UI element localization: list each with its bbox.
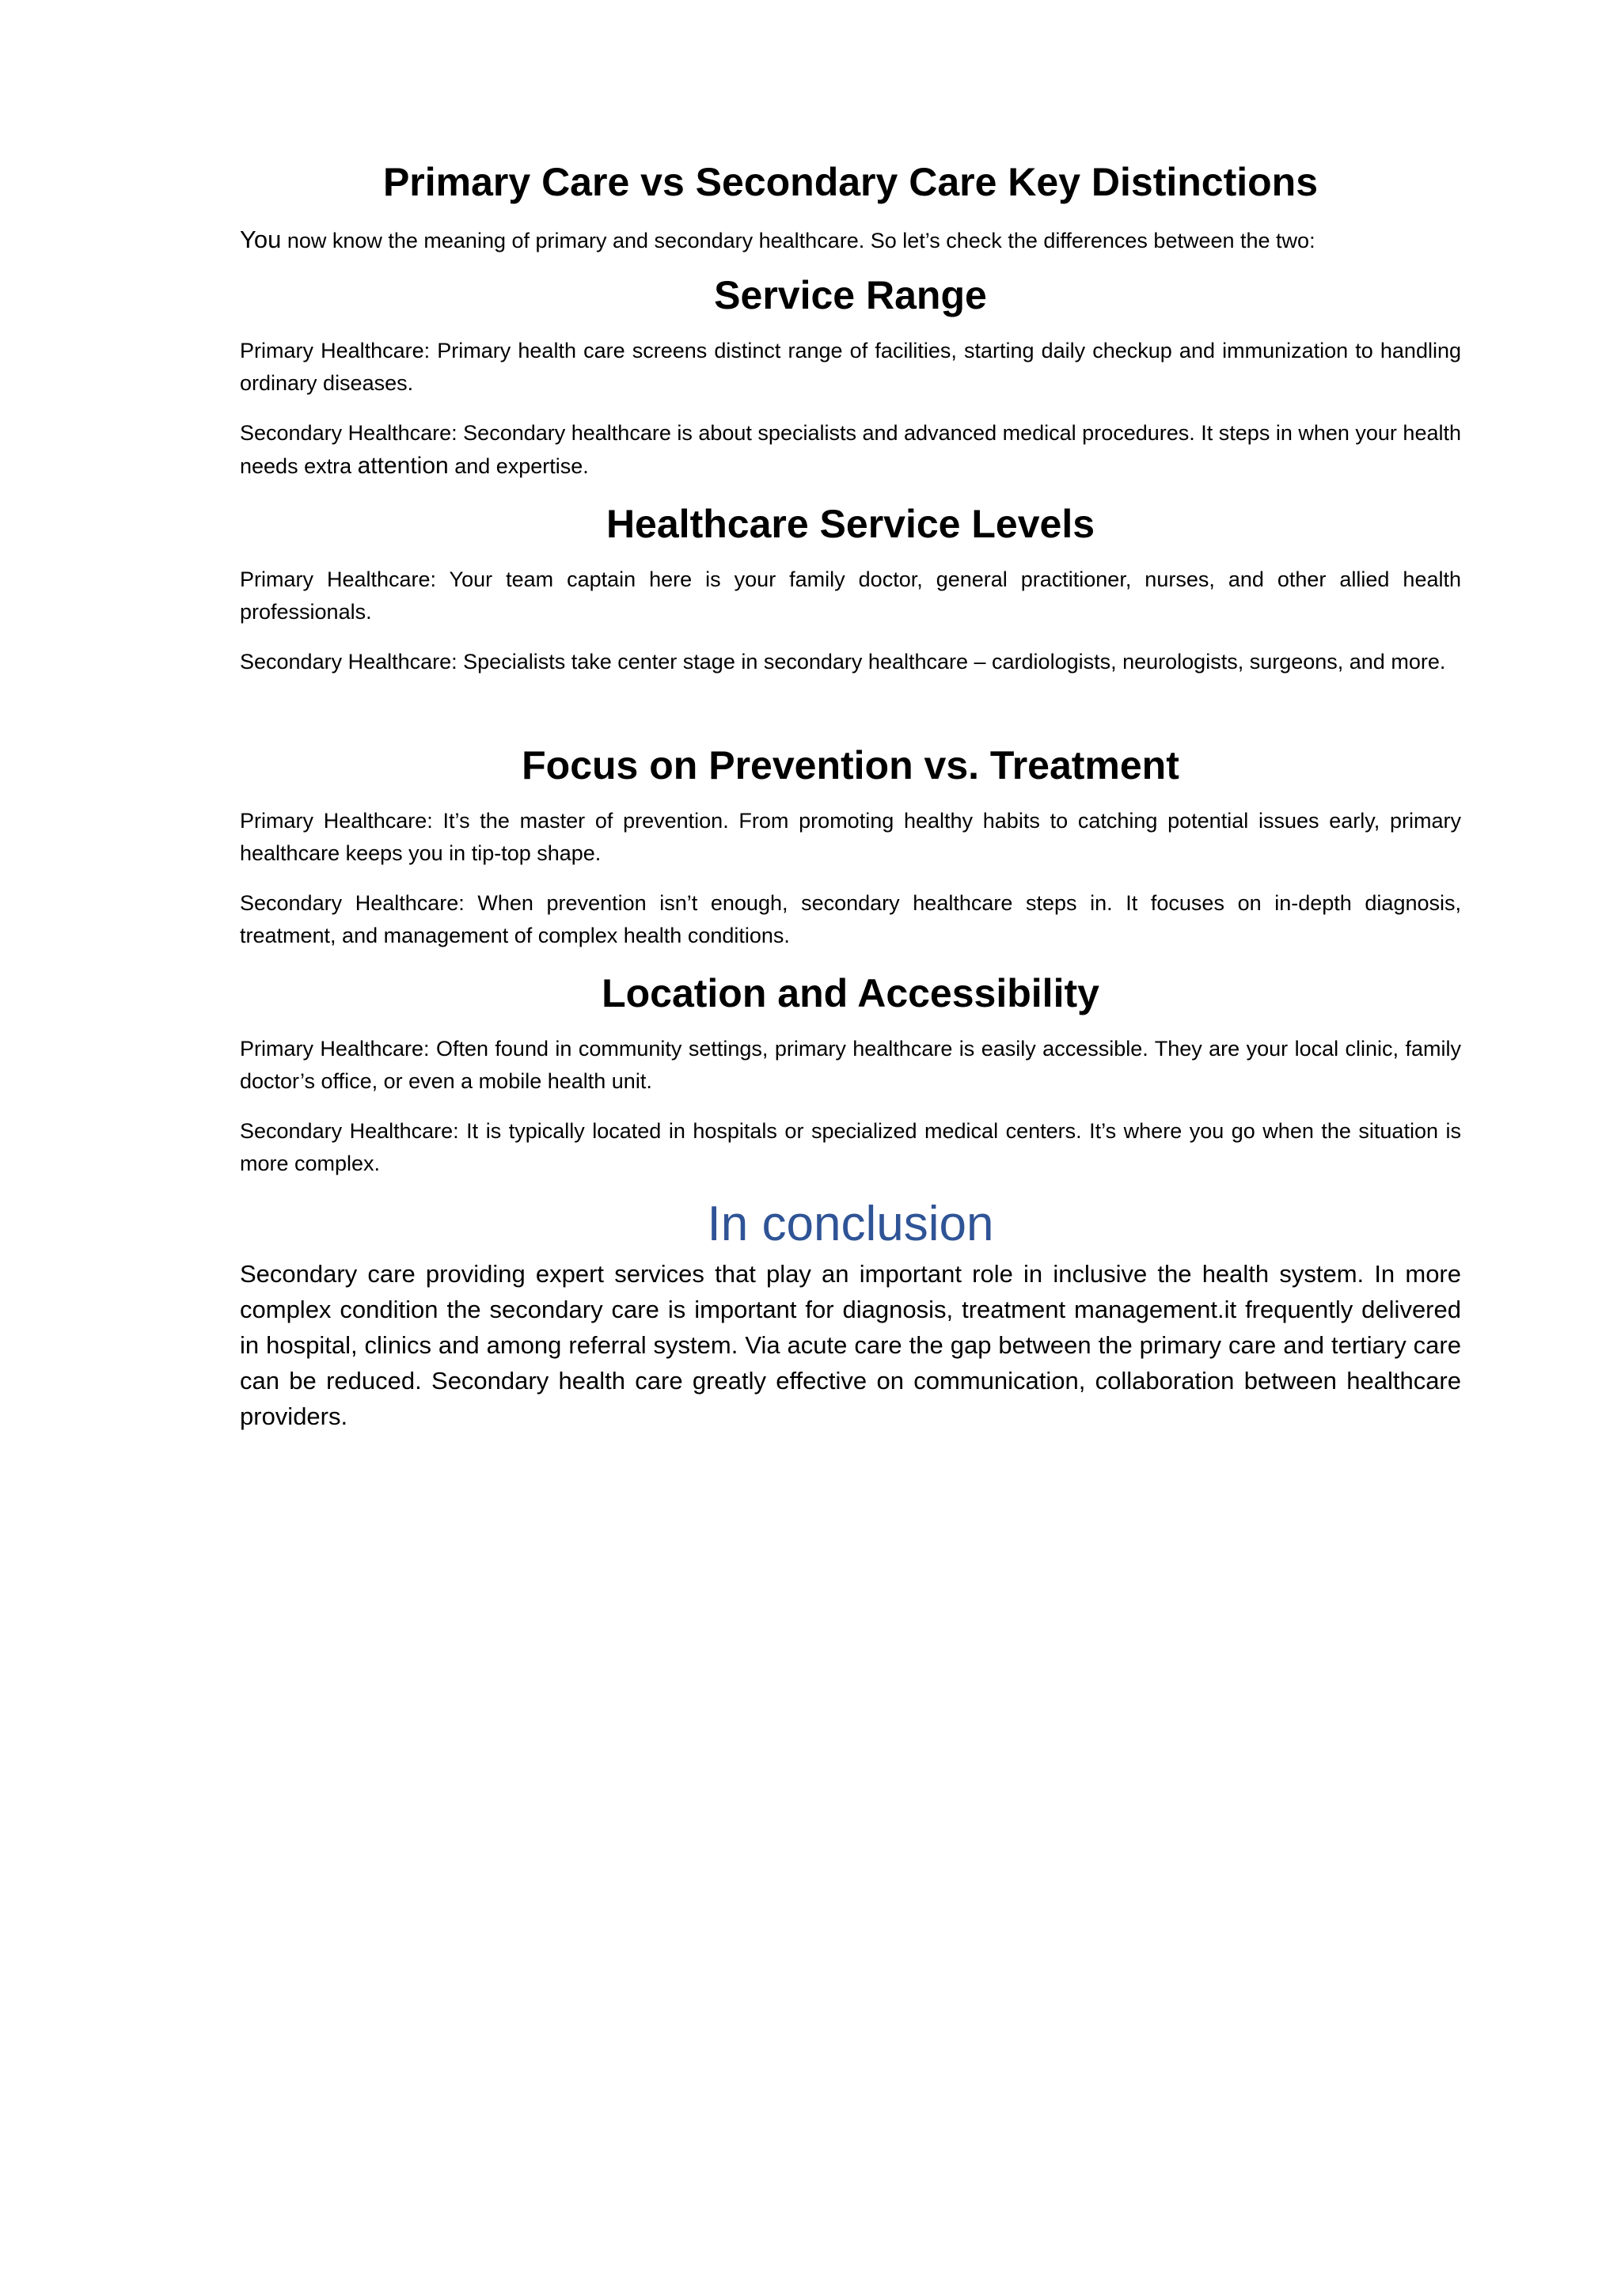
prevention-primary-paragraph: Primary Healthcare: It’s the master of prevention. From promoting healthy habits to catching potential issues early, primary healthcare keeps you in tip-top shape. [240,809,1461,865]
prevention-secondary-paragraph: Secondary Healthcare: When prevention isn’t enough, secondary healthcare steps in. It focuses on in-depth diagnosis, treatment, and management of complex health conditions. [240,891,1461,947]
service-range-secondary-paragraph [240,417,1461,483]
conclusion-heading: In conclusion [707,1197,994,1251]
section-heading-service-range: Service Range [714,273,987,317]
service-range-secondary-emphasis: attention [357,453,449,479]
service-levels-secondary-paragraph: Secondary Healthcare: Specialists take center stage in secondary healthcare – cardiologists, neurologists, surgeons, and more. [240,650,1446,674]
section-spacer [240,696,1461,742]
section-heading-prevention-vs-treatment: Focus on Prevention vs. Treatment [522,743,1179,787]
document-page [240,158,1461,1434]
service-range-secondary-text-start: Secondary Healthcare: Secondary healthcare is about specialists and advanced medical procedures. It steps in when your health needs extra [240,421,1461,478]
service-levels-primary-paragraph: Primary Healthcare: Your team captain here is your family doctor, general practitioner, nurses, and other allied health professionals. [240,567,1461,624]
location-primary-paragraph: Primary Healthcare: Often found in community settings, primary healthcare is easily accessible. They are your local clinic, family doctor’s office, or even a mobile health unit. [240,1037,1461,1093]
conclusion-paragraph: Secondary care providing expert services that play an important role in inclusive the health system. In more complex condition the secondary care is important for diagnosis, treatment management.it frequently delivered in hospital, clinics and among referral system. Via acute care the gap between the primary care and tertiary care can be reduced. Secondary health care greatly effective on communication, collaboration between healthcare providers. [240,1260,1461,1431]
document-title: Primary Care vs Secondary Care Key Distinctions [382,160,1319,204]
location-secondary-paragraph: Secondary Healthcare: It is typically located in hospitals or specialized medical centers. It’s where you go when the situation is more complex. [240,1119,1461,1175]
intro-text: now know the meaning of primary and secondary healthcare. So let’s check the differences between the two: [281,229,1315,252]
service-range-secondary-text-end: and expertise. [448,454,589,478]
section-heading-location-accessibility: Location and Accessibility [602,971,1099,1015]
section-heading-service-levels: Healthcare Service Levels [606,502,1095,546]
intro-lead-word: You [240,226,282,253]
intro-paragraph [240,223,1461,257]
service-range-primary-paragraph: Primary Healthcare: Primary health care screens distinct range of facilities, starting daily checkup and immunization to handling ordinary diseases. [240,339,1461,395]
